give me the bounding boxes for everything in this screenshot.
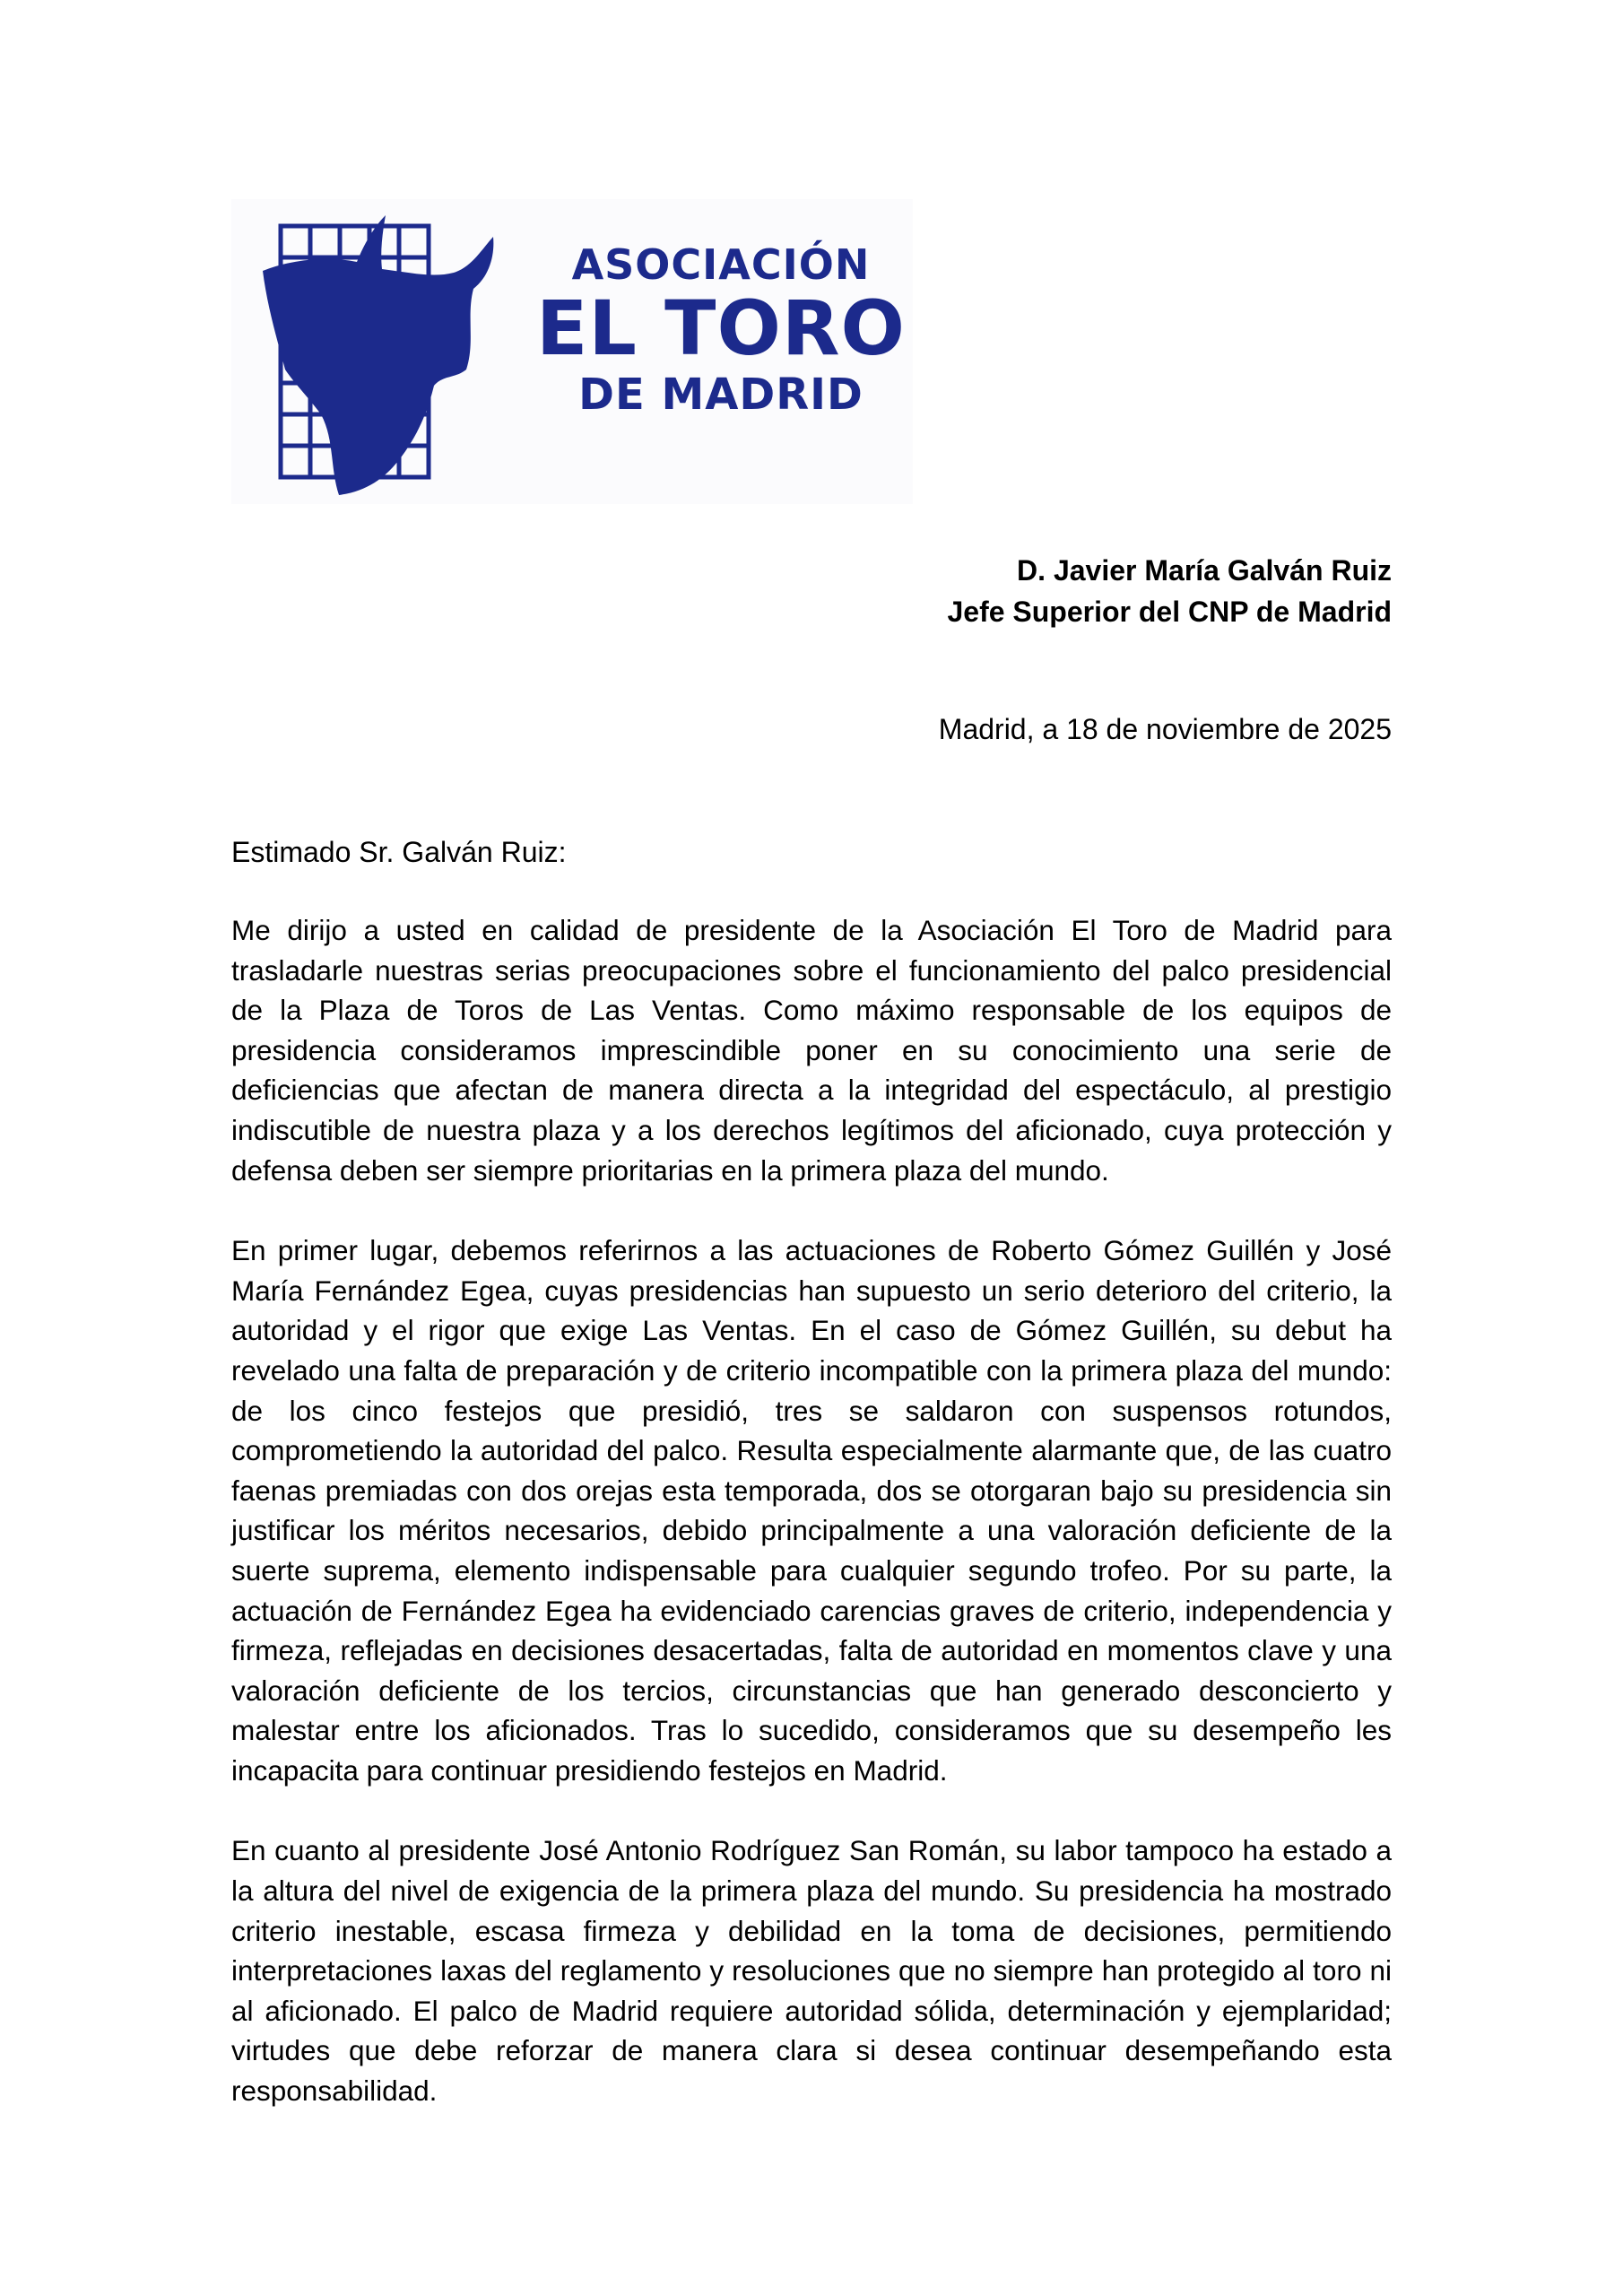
body-paragraph: Me dirijo a usted en calidad de presidente de la Asociación El Toro de Madrid para trasladarle nuestras serias preocupaciones sobre el funcionamiento del palco presidencial de la Plaza de Toros de Las Ventas. Como máximo responsable de los equipos de presidencia consideramos imprescindible poner en su conocimiento una serie de deficiencias que afectan de manera directa a la integridad del espectáculo, al prestigio indiscutible de nuestra plaza y a los derechos legítimos del aficionado, cuya protección y defensa deben ser siempre prioritarias en la primera plaza del mundo. xyxy=(231,914,1392,1187)
logo-line-1: ASOCIACIÓN xyxy=(571,240,871,289)
logo-wordmark xyxy=(536,240,906,420)
salutation: Estimado Sr. Galván Ruiz: xyxy=(231,836,567,868)
letter-body xyxy=(231,910,1392,2152)
association-logo xyxy=(231,199,913,504)
logo-line-2: EL TORO xyxy=(536,284,906,372)
recipient-title: Jefe Superior del CNP de Madrid xyxy=(947,596,1392,628)
recipient-name: D. Javier María Galván Ruiz xyxy=(1017,554,1392,587)
logo-line-3: DE MADRID xyxy=(578,370,864,420)
recipient-block xyxy=(947,550,1392,632)
body-paragraph: En cuanto al presidente José Antonio Rodríguez San Román, su labor tampoco ha estado a la altura del nivel de exigencia de la primera plaza del mundo. Su presidencia ha mostrado criterio inestable, escasa firmeza y debilidad en la toma de decisiones, permitiendo interpretaciones laxas del reglamento y resoluciones que no siempre han protegido al toro ni al aficionado. El palco de Madrid requiere autoridad sólida, determinación y ejemplaridad; virtudes que debe reforzar de manera clara si desea continuar desempeñando esta responsabilidad. xyxy=(231,1834,1392,2108)
bull-grid-emblem xyxy=(231,199,527,504)
body-paragraph: En primer lugar, debemos referirnos a las actuaciones de Roberto Gómez Guillén y José María Fernández Egea, cuyas presidencias han supuesto un serio deterioro del criterio, la autoridad y el rigor que exige Las Ventas. En el caso de Gómez Guillén, su debut ha revelado una falta de preparación y de criterio incompatible con la primera plaza del mundo: de los cinco festejos que presidió, tres se saldaron con suspensos rotundos, comprometiendo la autoridad del palco. Resulta especialmente alarmante que, de las cuatro faenas premiadas con dos orejas esta temporada, dos se otorgaran bajo su presidencia sin justificar los méritos necesarios, debido principalmente a una valoración deficiente de la suerte suprema, elemento indispensable para cualquier segundo trofeo. Por su parte, la actuación de Fernández Egea ha evidenciado carencias graves de criterio, independencia y firmeza, reflejadas en decisiones desacertadas, falta de autoridad en momentos clave y una valoración deficiente de los tercios, circunstancias que han generado desconcierto y malestar entre los aficionados. Tras lo sucedido, consideramos que su desempeño les incapacita para continuar presidiendo festejos en Madrid. xyxy=(231,1234,1392,1787)
letter-date: Madrid, a 18 de noviembre de 2025 xyxy=(938,713,1392,745)
